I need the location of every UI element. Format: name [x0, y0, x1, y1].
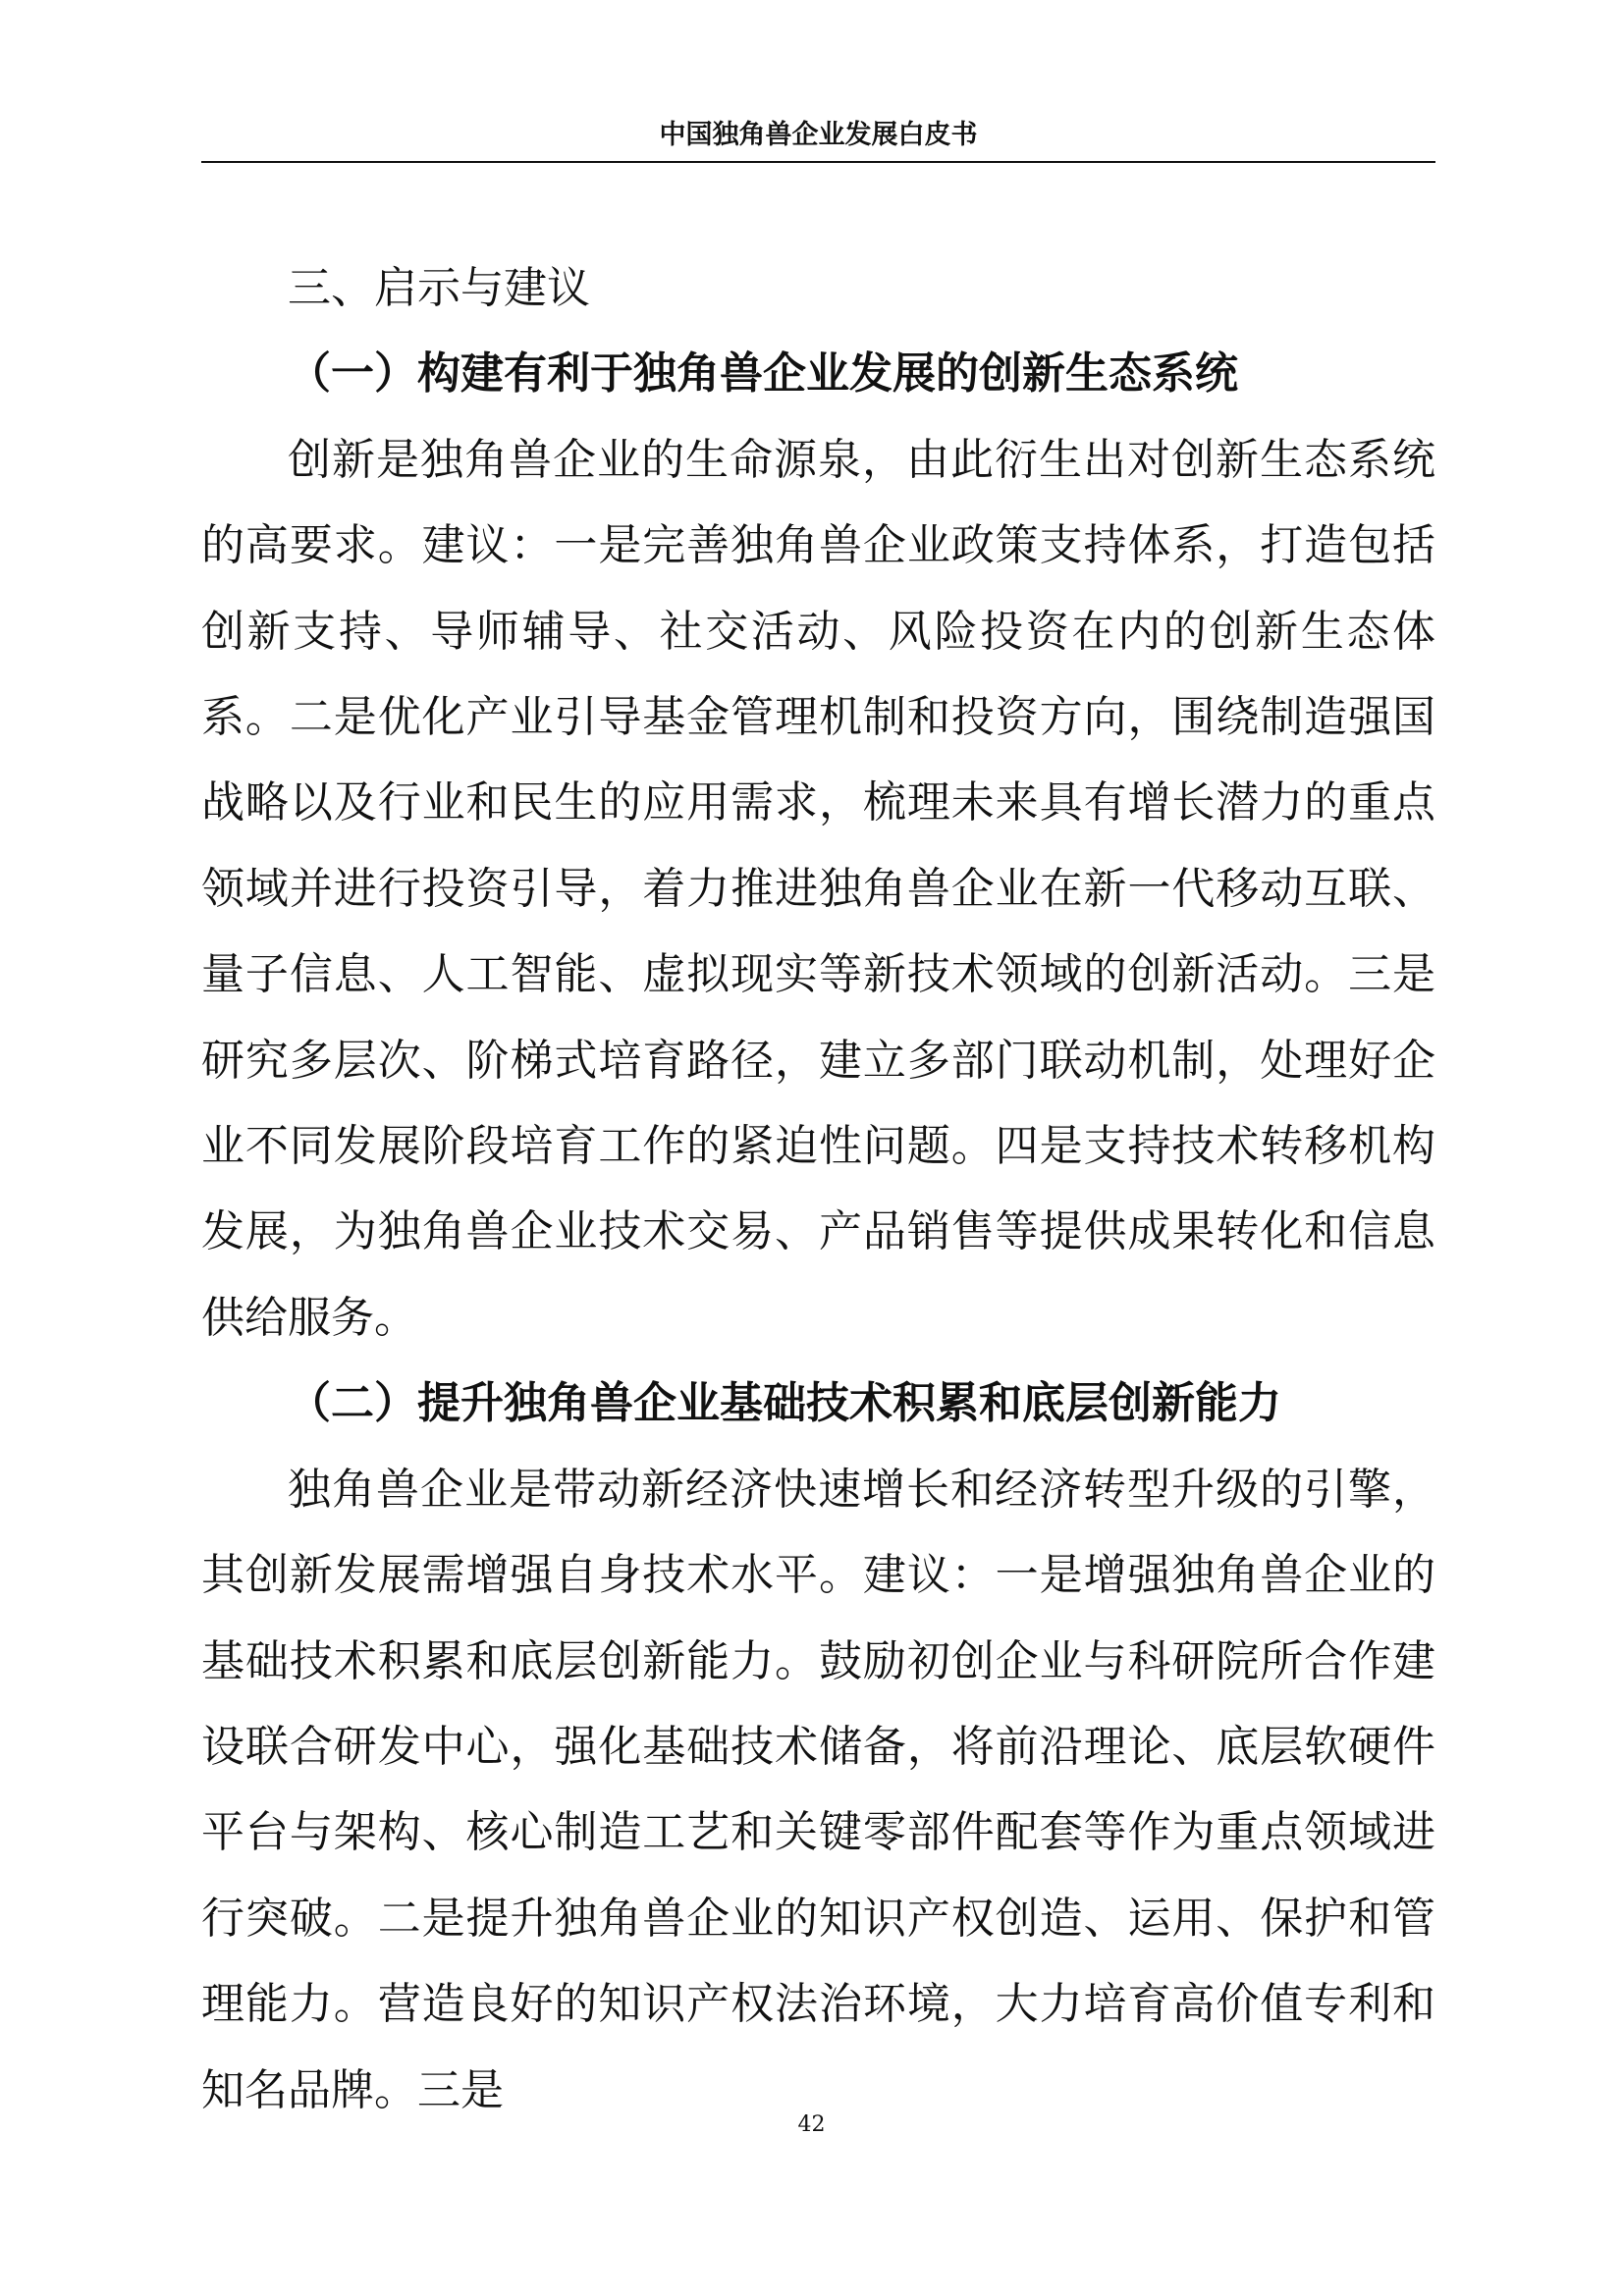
paragraph-1: 创新是独角兽企业的生命源泉，由此衍生出对创新生态系统的高要求。建议：一是完善独角兽企业政策支持体系，打造包括创新支持、导师辅导、社交活动、风险投资在内的创新生态体系。二是优化产业引导基金管理机制和投资方向，围绕制造强国战略以及行业和民生的应用需求，梳理未来具有增长潜力的重点领域并进行投资引导，着力推进独角兽企业在新一代移动互联、量子信息、人工智能、虚拟现实等新技术领域的创新活动。三是研究多层次、阶梯式培育路径，建立多部门联动机制，处理好企业不同发展阶段培育工作的紧迫性问题。四是支持技术转移机构发展，为独角兽企业技术交易、产品销售等提供成果转化和信息供给服务。 [201, 434, 1435, 1343]
subsection-heading-1: （一）构建有利于独角兽企业发展的创新生态系统 [288, 348, 1238, 400]
paragraph-2: 独角兽企业是带动新经济快速增长和经济转型升级的引擎，其创新发展需增强自身技术水平。建议：一是增强独角兽企业的基础技术积累和底层创新能力。鼓励初创企业与科研院所合作建设联合研发中心，强化基础技术储备，将前沿理论、底层软硬件平台与架构、核心制造工艺和关键零部件配套等作为重点领域进行突破。二是提升独角兽企业的知识产权创造、运用、保护和管理能力。营造良好的知识产权法治环境，大力培育高价值专利和知名品牌。三是 [201, 1464, 1435, 2115]
page-number: 42 [797, 2112, 826, 2137]
header-divider [201, 161, 1435, 163]
section-heading: 三、启示与建议 [288, 263, 590, 313]
subsection-heading-2: （二）提升独角兽企业基础技术积累和底层创新能力 [288, 1378, 1281, 1429]
page-body [201, 245, 1435, 2133]
running-header: 中国独角兽企业发展白皮书 [659, 120, 978, 150]
